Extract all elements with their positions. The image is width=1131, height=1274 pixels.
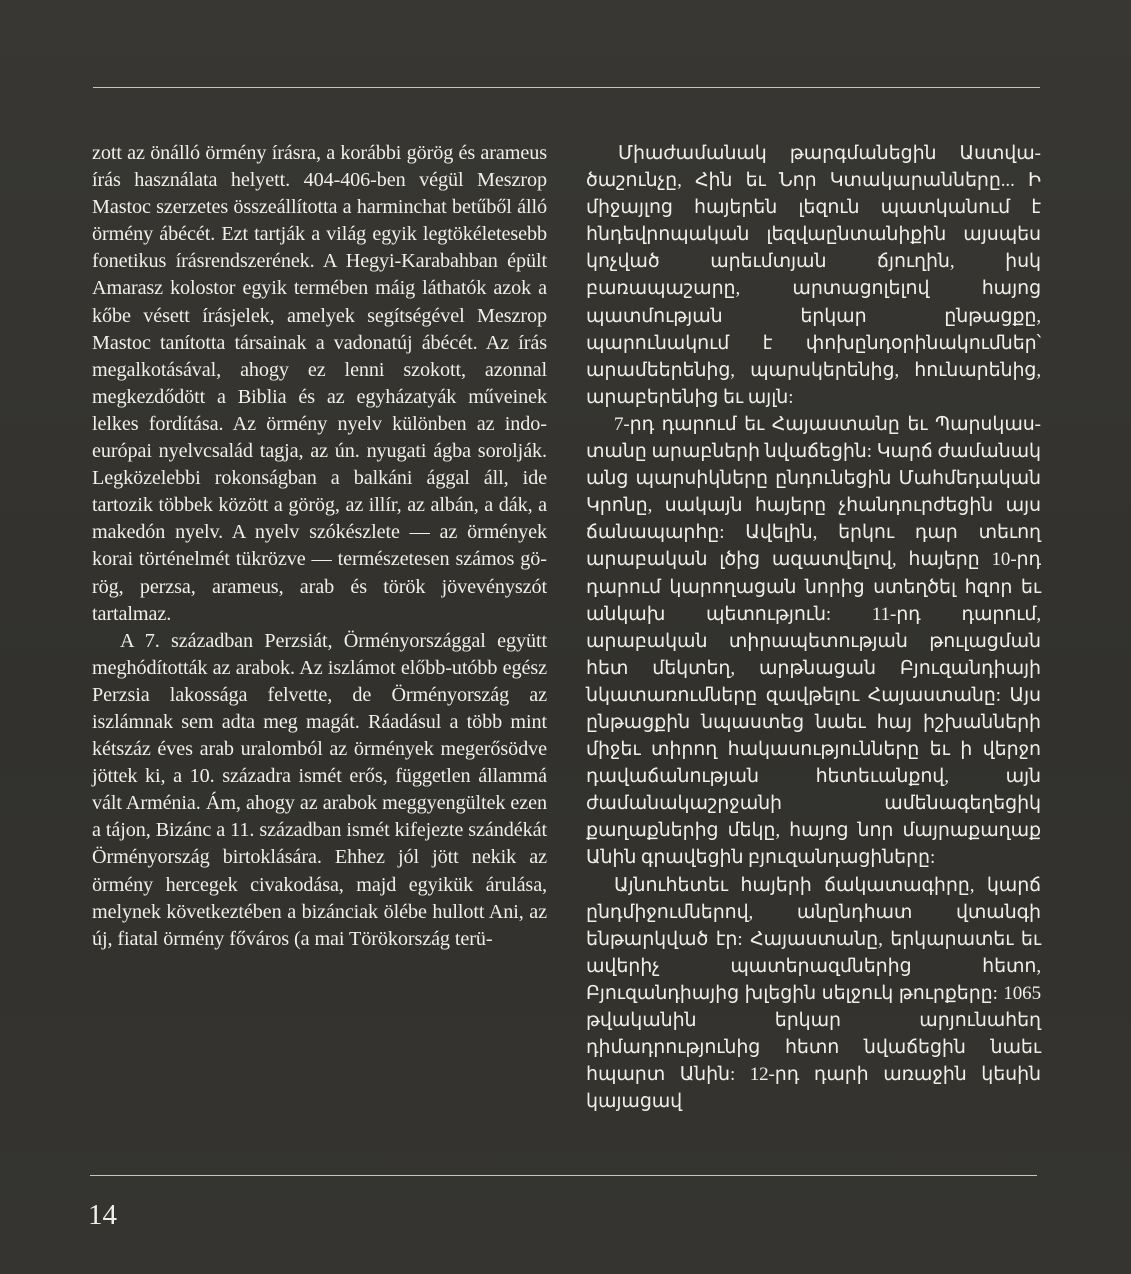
hungarian-paragraph-1: zott az önálló örmény írásra, a korábbi görög és arameus írás használata helyett. 404-406-ben végül Meszrop Mastoc szerzetes összeállította a harminchat betűből álló örmény ábécét. Ezt tartják a világ egyik legtökéletesebb fonetikus írásrendszerének. A Hegyi-Karabahban épült Amarasz kolostor egyik termében máig láthatók azok a kőbe vésett írásjelek, amelyek segítségével Meszrop Mastoc tanította társainak a vadonatúj ábécét. Az írás megalkotásával, ahogy ez lenni szokott, azonnal megkezdődött a Biblia és az egyházatyák műveinek lelkes fordítása. Az örmény nyelv különben az indoeurópai nyelvcsalád tagja, az ún. nyugati ágba sorolják. Legközelebbi rokonságban a balkáni ággal áll, ide tartozik többek között a görög, az illír, az albán, a dák, a makedón nyelv. A nyelv szókészlete — az örmények korai történelmét tükrözve — természetesen számos görög, perzsa, arameus, arab és török jövevényszót tartalmaz. bbox=[92, 142, 547, 625]
armenian-paragraph-1: Միաժամանակ թարգմանեցին Աստվածաշունչը, Հին եւ Նոր Կտակարանները... Ի միջայլոց հայերեն լեզուն պատկանում է հնդեվրոպական լեզվաընտանիքին այսպես կոչված արեւմտյան ճյուղին, իսկ բառապաշարը, արտացոլելով հայոց պատմության երկար ընթացքը, պարունակում է փոխընդօրինակումներ՝ արամեերենից, պարսկերենից, հունարենից, արաբերենից եւ այլն: bbox=[586, 143, 1041, 408]
armenian-paragraph-3: Այնուհետեւ հայերի ճակատագիրը, կարճ ընդմիջումներով, անընդհատ վտանգի ենթարկված էր: Հայաստանը, երկարատեւ եւ ավերիչ պատերազմներից հետո, Բյուզանդիայից խլեցին սելջուկ թուրքերը: 1065 թվականին երկար արյունահեղ դիմադրությունից հետո նվաճեցին նաեւ հպարտ Անին: 12-րդ դարի առաջին կեսին կայացավ bbox=[586, 874, 1041, 1113]
hungarian-text-column bbox=[92, 140, 547, 953]
bottom-rule bbox=[90, 1175, 1037, 1176]
armenian-paragraph-2: 7-րդ դարում եւ Հայաստանը եւ Պարսկաստանը արաբների նվաճեցին: Կարճ ժամանակ անց պարսիկները ընդունեցին Մահմեդական Կրոնը, սակայն հայերը չհանդուրժեցին այս ճանապարհը: Ավելին, երկու դար տեւող արաբական լծից ազատվելով, հայերը 10-րդ դարում կարողացան նորից ստեղծել հզոր եւ անկախ պետություն: 11-րդ դարում, արաբական տիրապետության թուլացման հետ մեկտեղ, արթնացան Բյուզանդիայի նկատառումները զավթելու Հայաստանը: Այս ընթացքին նպաստեց նաեւ հայ իշխանների միջեւ տիրող հակասությունները եւ ի վերջո դավաճանության հետեւանքով, այն ժամանակաշրջանի ամենագեղեցիկ քաղաքներից մեկը, հայոց նոր մայրաքաղաք Անին գրավեցին բյուզանդացիները: bbox=[586, 413, 1041, 869]
page-number: 14 bbox=[88, 1199, 117, 1231]
hungarian-paragraph-2: A 7. században Perzsiát, Örményországgal együtt meghódították az arabok. Az iszlámot előbb-utóbb egész Perzsia lakossága felvette, de Örményország az iszlámnak sem adta meg magát. Ráadásul a több mint kétszáz éves arab uralomból az örmények megerősödve jöttek ki, a 10. századra ismét erős, független állammá vált Arménia. Ám, ahogy az arabok meggyengültek ezen a tájon, Bizánc a 11. században ismét kifejezte szándékát Örményország birtoklására. Ehhez jól jött nekik az örmény hercegek civakodása, majd egyikük árulása, melynek következtében a bizánciak ölébe hullott Ani, az új, fiatal örmény főváros (a mai Törökország terü- bbox=[92, 629, 547, 950]
top-rule bbox=[93, 87, 1040, 88]
armenian-text-column bbox=[586, 140, 1041, 1115]
